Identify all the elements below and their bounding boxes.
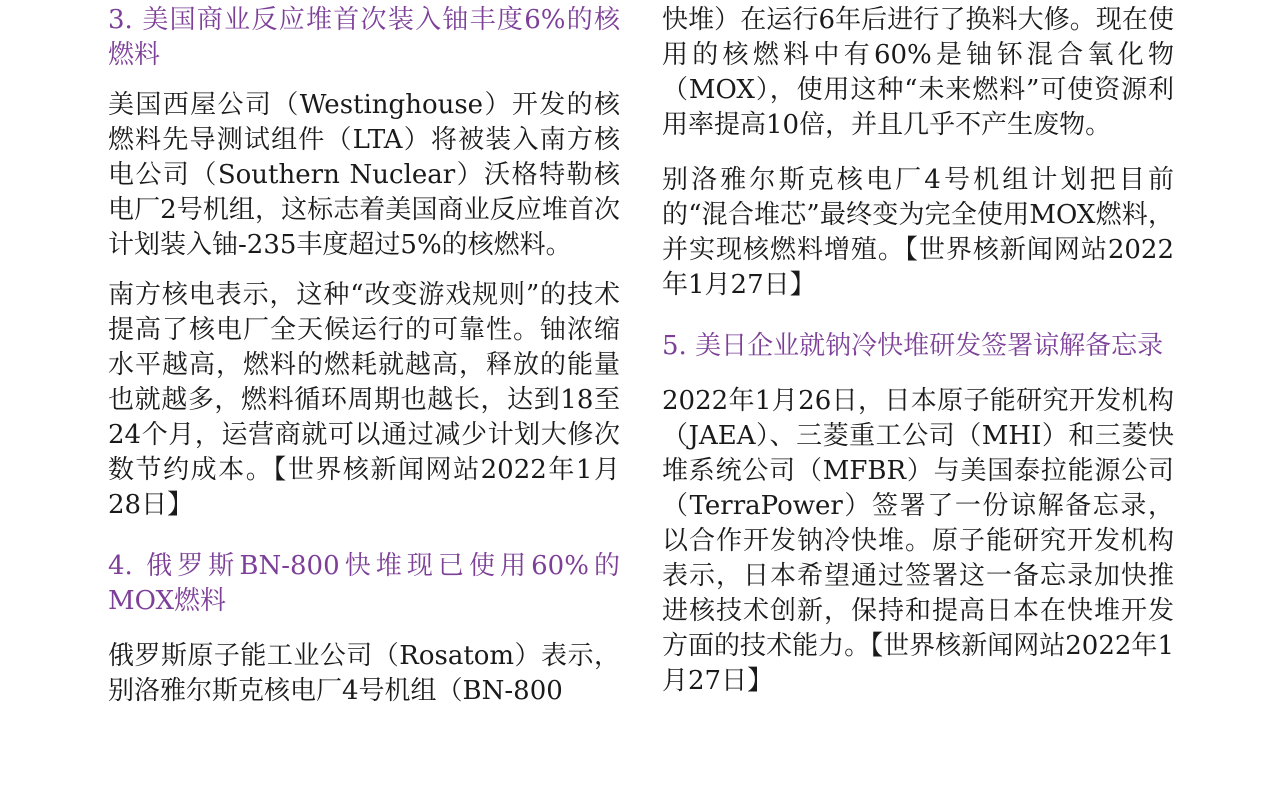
section-5-title: 5. 美日企业就钠冷快堆研发签署谅解备忘录: [662, 331, 1164, 361]
section-4-title: 4. 俄罗斯BN-800快堆现已使用60%的MOX燃料: [108, 551, 620, 616]
section-3-title: 3. 美国商业反应堆首次装入铀丰度6%的核燃料: [108, 5, 620, 70]
left-column: [108, 0, 620, 709]
section-3-paragraph-2: 南方核电表示，这种“改变游戏规则”的技术提高了核电厂全天候运行的可靠性。铀浓缩水平越高，燃料的燃耗就越高，释放的能量也就越多，燃料循环周期也越长，达到18至24个月，运营商就可以通过减少计划大修次数节约成本。【世界核新闻网站2022年1月28日】: [108, 280, 620, 520]
section-5-paragraph-1: 2022年1月26日，日本原子能研究开发机构（JAEA）、三菱重工公司（MHI）和三菱快堆系统公司（MFBR）与美国泰拉能源公司（TerraPower）签署了一份谅解备忘录，以合作开发钠冷快堆。原子能研究开发机构表示，日本希望通过签署这一备忘录加快推进核技术创新，保持和提高日本在快堆开发方面的技术能力。【世界核新闻网站2022年1月27日】: [662, 386, 1174, 696]
section-4-paragraph-2: 别洛雅尔斯克核电厂4号机组计划把目前的“混合堆芯”最终变为完全使用MOX燃料，并实现核燃料增殖。【世界核新闻网站2022年1月27日】: [662, 165, 1174, 300]
right-column: [662, 0, 1174, 699]
section-4-paragraph-1-end: 快堆）在运行6年后进行了换料大修。现在使用的核燃料中有60%是铀钚混合氧化物（MOX），使用这种“未来燃料”可使资源利用率提高10倍，并且几乎不产生废物。: [662, 5, 1174, 140]
section-3-paragraph-1: 美国西屋公司（Westinghouse）开发的核燃料先导测试组件（LTA）将被装入南方核电公司（Southern Nuclear）沃格特勒核电厂2号机组，这标志着美国商业反应堆首次计划装入铀-235丰度超过5%的核燃料。: [108, 90, 620, 260]
section-4-paragraph-1-start: 俄罗斯原子能工业公司（Rosatom）表示，别洛雅尔斯克核电厂4号机组（BN-800: [108, 641, 620, 706]
